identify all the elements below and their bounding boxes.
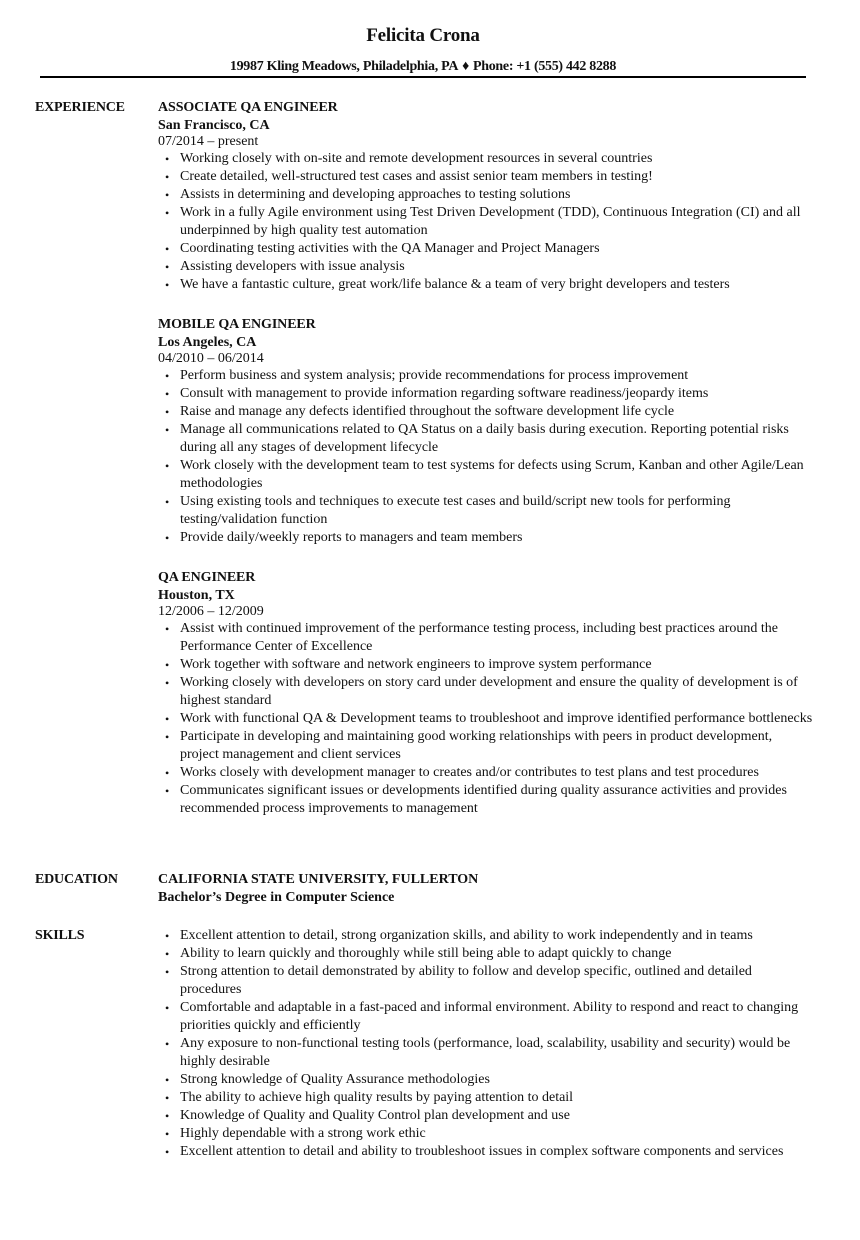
candidate-name: Felicita Crona: [366, 25, 480, 46]
job-entry: [158, 569, 818, 818]
job-entry: [158, 316, 818, 547]
diamond-separator-icon: ♦: [462, 59, 469, 74]
job-bullets: [158, 367, 818, 547]
section-label-experience: EXPERIENCE: [35, 100, 125, 115]
school-name: CALIFORNIA STATE UNIVERSITY, FULLERTON: [158, 872, 479, 887]
skill-item: • Any exposure to non-functional testing tools (performance, load, scalability, usability and security) would be highly desirable: [158, 1035, 814, 1071]
job-dates: 04/2010 – 06/2014: [158, 351, 264, 366]
experience-body: [158, 99, 818, 840]
phone: Phone: +1 (555) 442 8288: [472, 59, 617, 74]
skill-item: • Knowledge of Quality and Quality Control plan development and use: [158, 1107, 814, 1125]
job-entry: [158, 99, 818, 294]
skill-item: • Ability to learn quickly and thoroughly while still being able to adapt quickly to change: [158, 945, 814, 963]
education-body: [158, 871, 818, 907]
bullet-item: • Participate in developing and maintaining good working relationships with peers in product development, project management and client services: [158, 728, 814, 764]
bullet-item: • Communicates significant issues or developments identified during quality assurance activities and provides recommended process improvements to management: [158, 782, 814, 818]
bullet-item: • Raise and manage any defects identified throughout the software development life cycle: [158, 403, 814, 421]
skill-item: • Highly dependable with a strong work ethic: [158, 1125, 814, 1143]
bullet-item: • Consult with management to provide information regarding software readiness/jeopardy items: [158, 385, 814, 403]
job-location: Houston, TX: [158, 588, 235, 603]
job-title: MOBILE QA ENGINEER: [158, 317, 316, 332]
skill-item: • The ability to achieve high quality results by paying attention to detail: [158, 1089, 814, 1107]
resume-header: [40, 24, 806, 76]
bullet-item: • Work with functional QA & Development teams to troubleshoot and improve identified performance bottlenecks: [158, 710, 814, 728]
bullet-item: • Using existing tools and techniques to execute test cases and build/script new tools for performing testing/validation function: [158, 493, 814, 529]
bullet-item: • Working closely with on-site and remote development resources in several countries: [158, 150, 814, 168]
job-title: QA ENGINEER: [158, 570, 256, 585]
skill-item: • Excellent attention to detail and ability to troubleshoot issues in complex software components and services: [158, 1143, 814, 1161]
bullet-item: • Work in a fully Agile environment using Test Driven Development (TDD), Continuous Integration (CI) and all underpinned by high quality test automation: [158, 204, 814, 240]
header-divider: [40, 76, 806, 78]
bullet-item: • Work together with software and network engineers to improve system performance: [158, 656, 814, 674]
bullet-item: • Perform business and system analysis; provide recommendations for process improvement: [158, 367, 814, 385]
bullet-item: • Working closely with developers on story card under development and ensure the quality of development is of highest standard: [158, 674, 814, 710]
address: 19987 Kling Meadows, Philadelphia, PA: [229, 59, 459, 74]
section-label-skills: SKILLS: [35, 928, 85, 943]
skills-body: [158, 927, 818, 1161]
bullet-item: • Coordinating testing activities with the QA Manager and Project Managers: [158, 240, 814, 258]
job-title: ASSOCIATE QA ENGINEER: [158, 100, 338, 115]
skill-item: • Excellent attention to detail, strong organization skills, and ability to work independently and in teams: [158, 927, 814, 945]
skills-bullets: [158, 927, 818, 1161]
bullet-item: • We have a fantastic culture, great work/life balance & a team of very bright developers and testers: [158, 276, 814, 294]
job-bullets: [158, 150, 818, 294]
job-dates: 07/2014 – present: [158, 134, 259, 149]
bullet-item: • Create detailed, well-structured test cases and assist senior team members in testing!: [158, 168, 814, 186]
job-dates: 12/2006 – 12/2009: [158, 604, 264, 619]
job-location: Los Angeles, CA: [158, 335, 257, 350]
contact-line: [40, 58, 806, 76]
bullet-item: • Work closely with the development team to test systems for defects using Scrum, Kanban and other Agile/Lean methodologies: [158, 457, 814, 493]
degree: Bachelor’s Degree in Computer Science: [158, 890, 395, 905]
skill-item: • Strong knowledge of Quality Assurance methodologies: [158, 1071, 814, 1089]
job-bullets: [158, 620, 818, 818]
section-label-education: EDUCATION: [35, 872, 118, 887]
bullet-item: • Assist with continued improvement of the performance testing process, including best practices around the Performance Center of Excellence: [158, 620, 814, 656]
bullet-item: • Assists in determining and developing approaches to testing solutions: [158, 186, 814, 204]
bullet-item: • Provide daily/weekly reports to managers and team members: [158, 529, 814, 547]
bullet-item: • Works closely with development manager to creates and/or contributes to test plans and test procedures: [158, 764, 814, 782]
bullet-item: • Assisting developers with issue analysis: [158, 258, 814, 276]
skill-item: • Strong attention to detail demonstrated by ability to follow and develop specific, outlined and detailed procedures: [158, 963, 814, 999]
bullet-item: • Manage all communications related to QA Status on a daily basis during execution. Reporting potential risks during all any stages of development lifecycle: [158, 421, 814, 457]
skill-item: • Comfortable and adaptable in a fast-paced and informal environment. Ability to respond and react to changing priorities quickly and efficiently: [158, 999, 814, 1035]
job-location: San Francisco, CA: [158, 118, 270, 133]
